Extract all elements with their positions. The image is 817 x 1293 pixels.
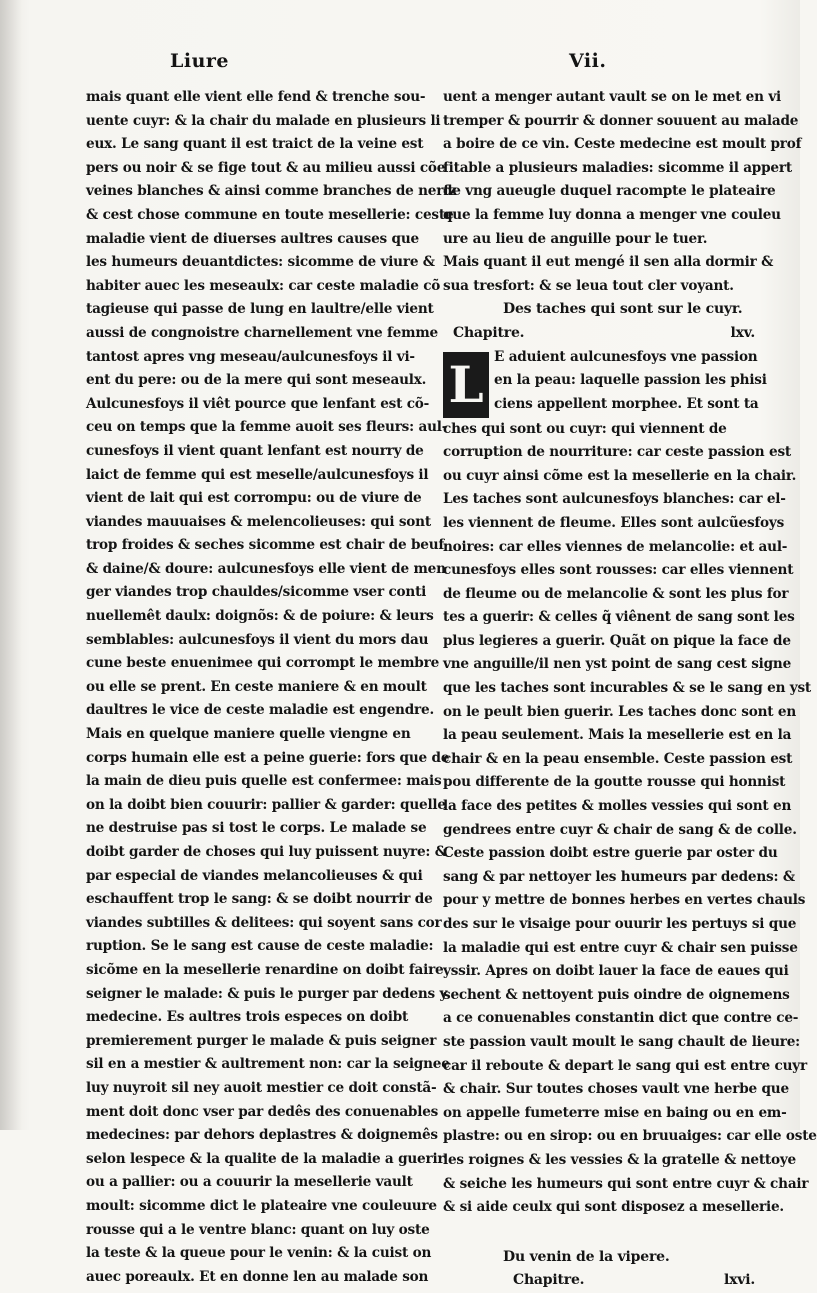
chapter-label-1: Chapitre. [453,324,525,341]
text-line: pour y mettre de bonnes herbes en vertes chauls [443,892,806,909]
text-line: la maladie qui est entre cuyr & chair sen puisse [443,939,798,956]
text-line: & si aide ceulx qui sont disposez a mesellerie. [443,1199,784,1216]
text-line: ger viandes trop chauldes/sicomme vser conti [86,584,427,601]
text-line: medecine. Es aultres trois especes on doibt [86,1009,409,1026]
text-line: aussi de congnoistre charnellement vne femme [86,324,438,341]
text-line: en la peau: laquelle passion les phisi [494,372,767,389]
text-line: ste passion vault moult le sang chault de lieure: [443,1033,800,1050]
left-column [86,86,457,1289]
text-line: maladie vient de diuerses aultres causes que [86,230,419,247]
text-line: les roignes & les vessies & la gratelle & nettoye [443,1151,797,1168]
text-line: ches qui sont ou cuyr: qui viennent de [443,420,727,437]
text-line: luy nuyroit sil ney auoit mestier ce doit constã- [86,1079,437,1096]
text-line: eschauffent trop le sang: & se doibt nourrir de [86,891,433,908]
text-line: sechent & nettoyent puis oindre de oignemens [443,986,790,1003]
text-line: doibt garder de choses qui luy puissent nuyre: & [86,844,447,860]
text-line: chair & en la peau ensemble. Ceste passion est [443,750,793,767]
text-line: tantost apres vng meseau/aulcunesfoys il vi- [86,348,415,365]
text-line: sicõme en la mesellerie renardine on doibt faire [86,961,444,978]
spine-shadow [0,0,22,1130]
initial-lines [494,346,771,418]
text-line: Mais quant il eut mengé il sen alla dormir & [443,254,774,271]
text-line: ne destruise pas si tost le corps. Le malade se [86,820,427,837]
text-line: a boire de ce vin. Ceste medecine est moult prof [443,136,802,153]
text-line: cune beste enuenimee qui corrompt le membre [86,655,440,672]
text-line: ou elle se prent. En ceste maniere & en moult [86,678,427,695]
text-line: daultres le vice de ceste maladie est engendre. [86,702,434,719]
text-line: rousse qui a le ventre blanc: quant on luy oste [86,1221,430,1238]
text-line: fitable a plusieurs maladies: sicomme il appert [443,159,792,176]
text-line: sang & par nettoyer les humeurs par dedens: & [443,868,795,885]
text-line: & cest chose commune en toute mesellerie: ceste [86,206,454,223]
text-line: ment doit donc vser par dedês des conuenables [86,1103,439,1120]
text-line: medecines: par dehors deplastres & doignemês [86,1127,438,1144]
text-line: uent a menger autant vault se on le met en vi [443,89,782,105]
text-line: Ceste passion doibt estre guerie par oster du [443,845,778,862]
text-line: eux. Le sang quant il est traict de la veine est [86,136,424,153]
text-line: la main de dieu puis quelle est confermee: mais [86,773,442,790]
chapter-number-1: lxv. [730,324,755,341]
text-line: la face des petites & molles vessies qui sont en [443,798,792,815]
text-line: mais quant elle vient elle fend & trenche sou- [86,89,426,105]
text-line: sua tresfort: & se leua tout cler voyant. [443,277,734,294]
section-gap [443,1220,771,1246]
text-line: plastre: ou en sirop: ou en bruuaiges: car elle oste [443,1128,817,1145]
text-line: des sur le visaige pour ouurir les pertuys si que [443,916,797,932]
text-line: seigner le malade: & puis le purger par dedens y [86,985,448,1002]
text-line: on le peult bien guerir. Les taches donc sont en [443,703,797,720]
text-line: veines blanches & ainsi comme branches de nerfz [86,183,457,200]
text-line: uente cuyr: & la chair du malade en plusieurs li [86,112,441,129]
text-line: les humeurs deuantdictes: sicomme de viure & [86,254,435,271]
text-line: corruption de nourriture: car ceste passion est [443,444,791,461]
text-line: semblables: aulcunesfoys il vient du mors dau [86,631,429,648]
text-line: Aulcunesfoys il viêt pource que lenfant est cõ- [86,395,430,412]
decorated-initial: L [443,352,489,418]
chapter-label-row-2 [443,1269,771,1293]
text-line: ciens appellent morphee. Et sont ta [494,395,759,412]
chapter-heading-2 [443,1246,771,1270]
chapter-number-2: lxvi. [724,1272,755,1289]
chapter-title-1: Des taches qui sont sur le cuyr. [503,301,743,318]
text-line: ou a pallier: ou a couurir la mesellerie vault [86,1174,413,1191]
text-line: ou cuyr ainsi cõme est la mesellerie en la chair. [443,467,797,484]
text-line: plus legieres a guerir. Quãt on pique la face de [443,632,791,649]
text-line: vne anguille/il nen yst point de sang cest signe [443,656,792,673]
text-line: par especial de viandes melancolieuses & qui [86,867,423,884]
text-line: pers ou noir & se fige tout & au milieu aussi cõe [86,159,446,176]
text-line: Mais en quelque maniere quelle viengne en [86,726,411,743]
text-line: cunesfoys elles sont rousses: car elles viennent [443,562,794,579]
text-line: noires: car elles viennes de melancolie: et aul- [443,538,788,555]
chapter-title-2: Du venin de la vipere. [503,1248,670,1265]
text-line: habiter auec les meseaulx: car ceste maladie cõ [86,277,441,294]
chapter-label-2: Chapitre. [513,1272,585,1289]
text-line: nuellemêt daulx: doignõs: & de poiure: & leurs [86,608,434,625]
text-line: ruption. Se le sang est cause de ceste maladie: [86,938,434,955]
text-line: selon lespece & la qualite de la maladie a guerir [86,1150,445,1167]
text-line: on la doibt bien couurir: pallier & garder: quelle [86,796,446,813]
text-line: pou differente de la goutte rousse qui honnist [443,774,786,791]
text-line: que la femme luy donna a menger vne couleu [443,206,781,223]
right-column-text-a [443,86,802,298]
text-line: que les taches sont incurables & se le sang en yst [443,680,812,697]
text-line: & daine/& doure: aulcunesfoys elle vient de men [86,560,446,577]
text-line: corps humain elle est a peine guerie: fors que de [86,749,450,766]
text-line: de vng aueugle duquel racompte le plateaire [443,183,776,200]
text-line: viandes mauuaises & melencolieuses: qui sont [86,513,431,530]
running-head-left: Liure [170,50,229,72]
text-line: a ce conuenables constantin dict que contre ce- [443,1010,799,1027]
text-line: cunesfoys il vient quant lenfant est nourry de [86,442,424,459]
text-line: gendrees entre cuyr & chair de sang & de colle. [443,821,797,838]
text-line: tes a guerir: & celles q̃ viênent de sang sont les [443,609,795,626]
text-line: les viennent de fleume. Elles sont aulcũesfoys [443,514,785,531]
text-line: premierement purger le malade & puis seigner [86,1032,437,1049]
text-line: viandes subtilles & delitees: qui soyent sans cor [86,914,442,931]
text-line: tremper & pourrir & donner souuent au malade [443,112,799,129]
text-line: & chair. Sur toutes choses vault vne herbe que [443,1081,789,1098]
chapter-opening [443,346,771,418]
text-line: tagieuse qui passe de lung en laultre/elle vient [86,301,434,318]
text-line: yssir. Apres on doibt lauer la face de eaues qui [443,963,789,980]
text-line: sil en a mestier & aultrement non: car la seignee [86,1056,450,1073]
text-line: auec poreaulx. Et en donne len au malade son [86,1268,429,1285]
text-line: laict de femme qui est meselle/aulcunesfoys il [86,466,429,483]
text-line: E aduient aulcunesfoys vne passion [494,348,758,365]
text-line: de fleume ou de melancolie & sont les plus for [443,585,789,602]
running-head-right: Vii. [569,50,607,72]
text-line: la peau seulement. Mais la mesellerie est en la [443,727,792,744]
text-line: ent du pere: ou de la mere qui sont meseaulx. [86,372,427,389]
text-line: moult: sicomme dict le plateaire vne couleuure [86,1197,437,1214]
text-line: ure au lieu de anguille pour le tuer. [443,230,708,247]
text-line: on appelle fumeterre mise en baing ou en em- [443,1104,787,1121]
text-line: Les taches sont aulcunesfoys blanches: car el- [443,491,786,508]
text-line: car il reboute & depart le sang qui est entre cuyr [443,1057,807,1074]
text-line: & seiche les humeurs qui sont entre cuyr & chair [443,1175,809,1192]
text-line: ceu on temps que la femme auoit ses fleurs: aul- [86,419,448,436]
chapter-heading-1 [443,298,771,322]
text-line: la teste & la queue pour le venin: & la cuist on [86,1245,432,1262]
right-column-text-b [443,418,817,1220]
text-line: trop froides & seches sicomme est chair de beuf [86,537,445,554]
right-column [443,86,817,1293]
text-line: vient de lait qui est corrompu: ou de viure de [86,490,422,507]
chapter-label-row-1 [443,322,771,346]
